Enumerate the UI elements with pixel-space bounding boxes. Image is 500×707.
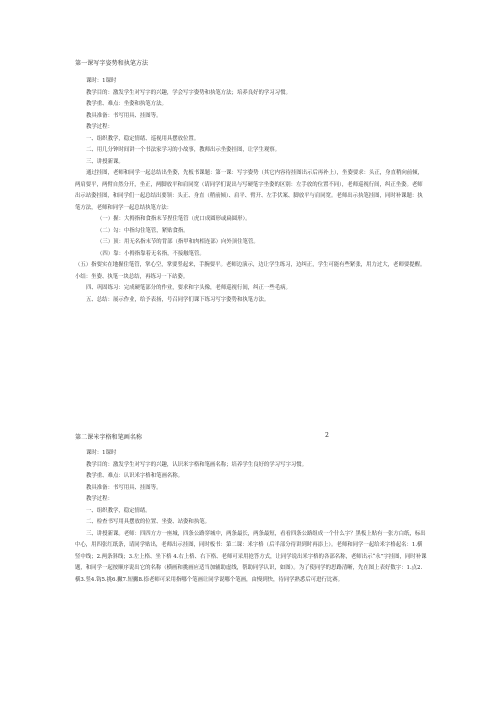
lesson-1-paragraph: 教具准备：书写用具、挂图等。 — [86, 112, 162, 119]
lesson-1-body — [75, 76, 427, 306]
lesson-1-paragraph: 五、总结：展示作业，给予表扬，号召同学们课下练习写字姿势和执笔方法。 — [86, 296, 270, 303]
lesson-1-paragraph: 课时：1课时 — [86, 78, 117, 84]
lesson-1-paragraph: 教学重、难点：坐姿和执笔方法。 — [86, 101, 167, 107]
page-number: 2 — [325, 432, 329, 439]
lesson-1-step: （五）指要实在地握住笔管，掌心空，掌要竖起来，手腕要平。老师边演示，边让学生练习，边纠正，学生可能有些紧张，用力过大，老师要提醒。小结：坐姿、执笔一块总结，再练习一下站姿。 — [75, 262, 426, 280]
lesson-1-paragraph: 四、巩固练习：完成硬笔部分的作业，要求和字头像，老师巡视行间，纠正一些毛病。 — [86, 285, 291, 291]
lesson-1-step: （二）勾：中指勾住笔管，紧贴食指。 — [97, 227, 189, 234]
lesson-2-paragraph: 教学过程： — [86, 496, 113, 502]
lesson-1-paragraph: 二、用几分钟时间讲一个书法家学习的小故事，教师出示坐姿挂图，让学生观察。 — [86, 147, 281, 153]
lesson-2-title: 第二课米字格和笔画名称 — [75, 434, 143, 441]
lesson-1-paragraph: 一、组织教学，稳定情绪、巡视用具摆放位置。 — [86, 135, 200, 142]
lesson-2-paragraph: 课时：1课时 — [86, 450, 117, 456]
lesson-2-paragraph: 三、讲授新课。老师：四四方方一座城，四条公路穿城中，两条最长，两条最短，看看四条公路组成一个什么字？黑板上贴有一张方白纸，标出中心，用四张红纸条，请同学贴出，老师出示挂图，同时板书：第二课：米字格（后半部分待讲到时再添上）。老师和同学一起给米字格起名：1.横竖中线；2.两条斜线；3.左上格、坐下格 4.右上格、右下格、老师可采用抢答方式，让同学说出米字格的各部名称，老师出示“永”字挂图，同时补课题，和同学一起按顺序说出它的名称（横画和挑画应适当加辅助虚线，帮助同学认识，如图）。为了使同学的思路清晰，先在图上表好数字：1.点2.横3.竖4.钩5.挑6.撇7.短撇8.捺老师可采用指哪个笔画让同学说哪个笔画，由慢到快，待同学熟悉后可进行比赛。 — [75, 530, 427, 583]
lesson-1-paragraph: 教学过程： — [86, 124, 113, 130]
lesson-1-step: （一）握：大拇指和食指末节捏住笔管（虎口成圆形或扁圆形）。 — [97, 216, 251, 222]
lesson-1-title: 第一课写字姿势和执笔方法 — [75, 60, 149, 67]
lesson-2-paragraph: 教学目的：激发学生对写字的兴趣，认识米字格和笔画名称；培养学生良好的学习写字习惯。 — [86, 461, 308, 468]
lesson-1-paragraph: 三、讲授新课。 — [86, 158, 124, 165]
lesson-2-body — [75, 448, 427, 586]
lesson-2-paragraph: 一、组织教学，稳定情绪。 — [86, 507, 151, 514]
lesson-1-step: （四）靠：小拇指靠着无名指，不接触笔管。 — [97, 250, 205, 257]
lesson-1-paragraph: 通过挂图，老师和同学一起总结出坐姿，先板书课题：第一课：写字姿势（其它内容待挂图出示后再补上），坐姿要求：头正，身直稍向前倾，两肩要平，两臂自然分开，坐正，两脚放平和肩同宽（请同学们说出与写硬笔字坐姿的区别：左手放的位置不同），老师巡视行间，纠正坐姿。老师出示站姿挂图，和同学们一起总结出要领：头正、身直（稍前倾）、肩平、臂开、左手伏案、脚放平与肩同宽。老师出示执笔挂图，同时补课题：执笔方法，老师和同学一起总结执笔方法： — [75, 170, 423, 211]
lesson-2-paragraph: 二、检查书写用具摆放的位置、坐姿、站姿和执笔。 — [86, 519, 210, 525]
lesson-2-paragraph: 教学重、难点：认识米字格和笔画名称。 — [86, 473, 184, 479]
lesson-2-paragraph: 教具准备：书写用具、挂图等。 — [86, 484, 162, 491]
lesson-1-paragraph: 教学目的：激发学生对写字的兴趣，学会写字姿势和执笔方法；培养良好的学习习惯。 — [86, 89, 291, 96]
lesson-1-step: （三）顶：用无名指末节的背部（指甲和肉相连部）向外顶住笔管。 — [97, 239, 259, 245]
